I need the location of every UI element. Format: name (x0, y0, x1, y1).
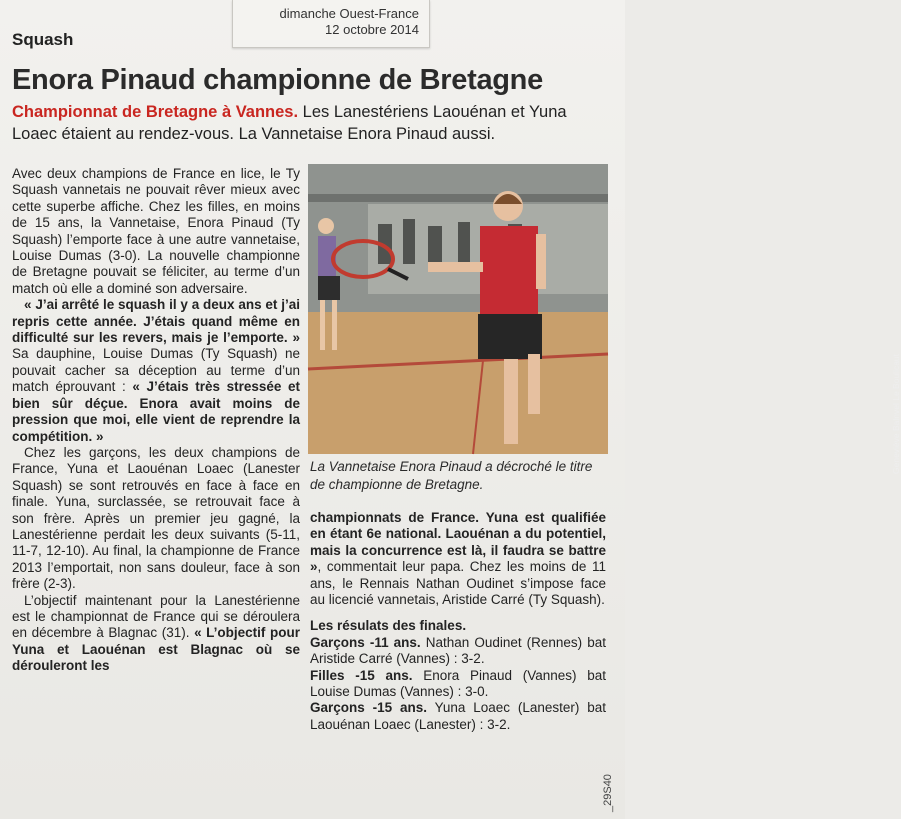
newspaper-name: dimanche Ouest-France (279, 6, 419, 21)
column-2-paragraph (310, 510, 606, 608)
publication-date: 12 octobre 2014 (325, 22, 419, 37)
article-photo (308, 164, 901, 474)
paragraph-2-text: Sa dauphine, Louise Dumas (Ty Squash) ne pouvait cacher sa déception au terme d’un match éprouvant : (12, 346, 300, 395)
result-2-text: Enora Pinaud (Vannes) bat Louise Dumas (Vannes) : 3-0. (310, 667, 607, 700)
paragraph-1: Avec deux champions de France en lice, le Ty Squash vannetais ne pouvait rêver mieux avec cette superbe affiche. Chez les filles, en moins de 15 ans, la Vannetaise, Enora Pinaud (Ty Squash) l’emporte face à une autre vannetaise, Louise Dumas (3-0). La nouvelle championne de Bretagne pouvait se féliciter, au terme d’un match où elle a dominé son adversaire. (12, 166, 300, 296)
result-3-category: Garçons -15 ans. (310, 700, 427, 716)
result-2 (310, 668, 606, 701)
scan-code: _29S40 (602, 774, 614, 812)
result-3-text: Yuna Loaec (Lanester) bat Laouénan Loaec (Lanester) : 3-2. (310, 700, 606, 732)
section-rubric: Squash (12, 30, 74, 49)
result-3 (310, 700, 606, 733)
result-1 (310, 635, 606, 668)
article-column-2 (310, 510, 606, 733)
squash-players-photo (308, 164, 608, 454)
quote-enora: « J’ai arrêté le squash il y a deux ans et j’ai repris cette année. J’étais quand même en difficulté sur les revers, mais je l’emporte. » (12, 297, 300, 346)
paragraph-4-text: L’objectif maintenant pour la Lanestérienne est le championnat de France qui se déroulera en décembre à Blagnac (31). (12, 592, 300, 641)
result-2-category: Filles -15 ans. (310, 667, 413, 683)
paragraph-2 (12, 297, 300, 445)
lead-text: Les Lanestériens Laouénan et Yuna Loaec étaient au rendez-vous. La Vannetaise Enora Pinaud aussi. (12, 103, 567, 143)
results-heading: Les résulats des finales. (310, 618, 467, 634)
quote-louise: « J’étais très stressée et bien sûr déçue. Enora avait moins de pression que moi, elle vient de reprendre la compétition. » (12, 379, 301, 444)
quote-father-start: « L’objectif pour Yuna et Laouénan est Blagnac où se dérouleront les (12, 625, 300, 674)
paragraph-4 (12, 593, 300, 675)
quote-father-end: championnats de France. Yuna est qualifiée en étant 6e national. Laouénan a du potentiel, mais la concurrence est là, il faudra se battre » (310, 510, 606, 575)
photo-credit: Geneviève Balnvel Le Boulicaut (891, 353, 901, 474)
paragraph-3: Chez les garçons, les deux champions de France, Yuna et Laouénan Loaec (Lanester Squash) se sont retrouvés en face à face en finale. Yuna, surclassée, se retrouvait face à son frère. Après un premier jeu gagné, la Lanestérienne perdait les deux suivants (5-11, 11-7, 12-10). Au final, la championne de France 2013 l’emportait, non sans douleur, face à son frère (2-3). (12, 444, 300, 592)
article-column-1 (12, 166, 300, 675)
column-2-text: , commentait leur papa. Chez les moins de 11 ans, le Rennais Nathan Oudinet s’impose face au licencié vannetais, Aristide Carré (Ty Squash). (310, 559, 606, 608)
article-headline: Enora Pinaud championne de Bretagne (12, 64, 543, 96)
result-1-text: Nathan Oudinet (Rennes) bat Aristide Carré (Vannes) : 3-2. (310, 634, 606, 667)
lead-kicker: Championnat de Bretagne à Vannes. (12, 103, 299, 121)
result-1-category: Garçons -11 ans. (310, 634, 421, 650)
article-lead (12, 101, 612, 145)
photo-caption: La Vannetaise Enora Pinaud a décroché le titre de championne de Bretagne. (310, 459, 593, 492)
date-label (232, 0, 430, 48)
